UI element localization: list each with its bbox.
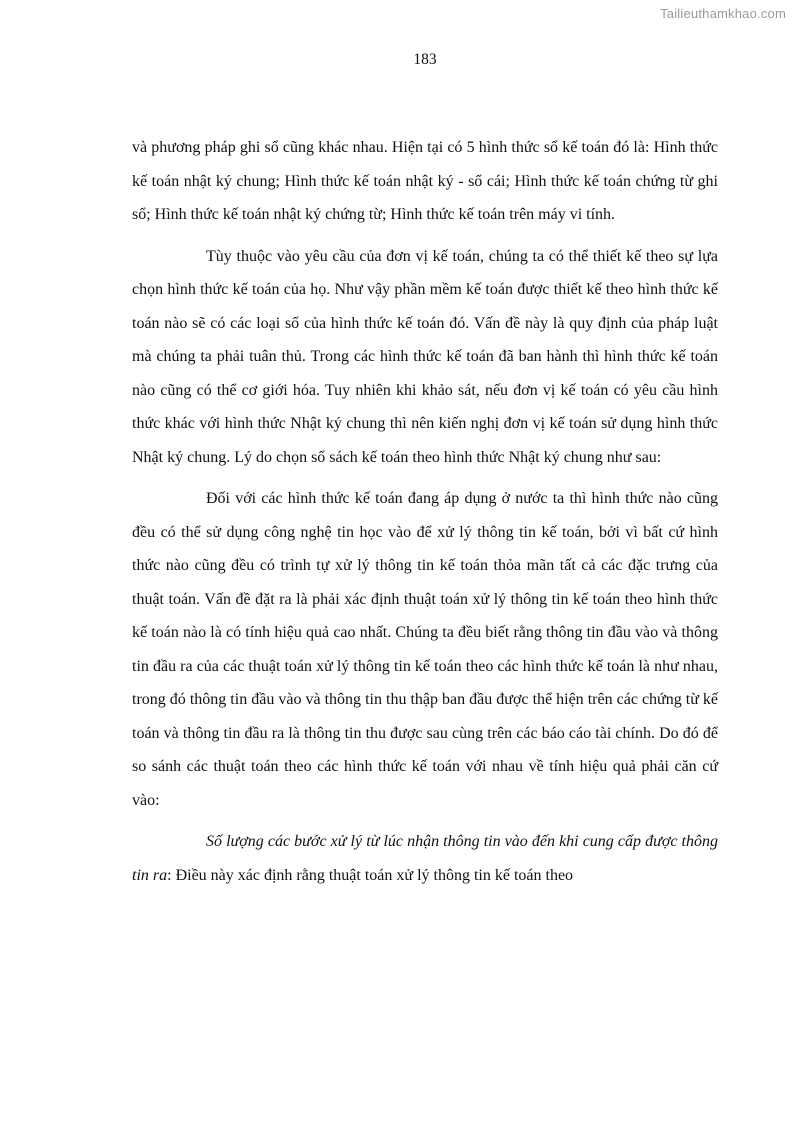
paragraph-4 — [132, 825, 718, 892]
watermark-text: Tailieuthamkhao.com — [660, 6, 786, 21]
paragraph-4-text: : Điều này xác định rằng thuật toán xử lý thông tin kế toán theo — [167, 866, 574, 884]
paragraph-2: Tùy thuộc vào yêu cầu của đơn vị kế toán, chúng ta có thể thiết kế theo sự lựa chọn hình thức kế toán của họ. Như vậy phần mềm kế toán được thiết kế theo hình thức kế toán nào sẽ có các loại sổ của hình thức kế toán đó. Vấn đề này là quy định của pháp luật mà chúng ta phải tuân thủ. Trong các hình thức kế toán đã ban hành thì hình thức kế toán nào cũng có thể cơ giới hóa. Tuy nhiên khi khảo sát, nếu đơn vị kế toán có yêu cầu hình thức khác với hình thức Nhật ký chung thì nên kiến nghị đơn vị kế toán sử dụng hình thức Nhật ký chung. Lý do chọn sổ sách kế toán theo hình thức Nhật ký chung như sau: — [132, 247, 718, 466]
page-number: 183 — [413, 51, 437, 68]
paragraph-1: và phương pháp ghi sổ cũng khác nhau. Hiện tại có 5 hình thức sổ kế toán đó là: Hình thức kế toán nhật ký chung; Hình thức kế toán nhật ký - sổ cái; Hình thức kế toán chứng từ ghi sổ; Hình thức kế toán nhật ký chứng từ; Hình thức kế toán trên máy vi tính. — [132, 139, 718, 223]
paragraph-4-italic-lead: Số lượng các bước xử lý từ lúc nhận thông tin vào đến khi cung cấp được thông tin ra — [132, 833, 718, 884]
document-body — [132, 131, 718, 892]
paragraph-3: Đối với các hình thức kế toán đang áp dụng ở nước ta thì hình thức nào cũng đều có thể sử dụng công nghệ tin học vào để xử lý thông tin kế toán, bởi vì bất cứ hình thức nào cũng đều có trình tự xử lý thông tin kế toán thỏa mãn tất cả các đặc trưng của thuật toán. Vấn đề đặt ra là phải xác định thuật toán xử lý thông tin kế toán theo hình thức kế toán nào là có tính hiệu quả cao nhất. Chúng ta đều biết rằng thông tin đầu vào và thông tin đầu ra của các thuật toán xử lý thông tin kế toán theo các hình thức kế toán là như nhau, trong đó thông tin đầu vào và thông tin thu thập ban đầu được thể hiện trên các chứng từ kế toán và thông tin đầu ra là thông tin thu được sau cùng trên các báo cáo tài chính. Do đó để so sánh các thuật toán theo các hình thức kế toán với nhau về tính hiệu quả phải căn cứ vào: — [132, 490, 718, 809]
